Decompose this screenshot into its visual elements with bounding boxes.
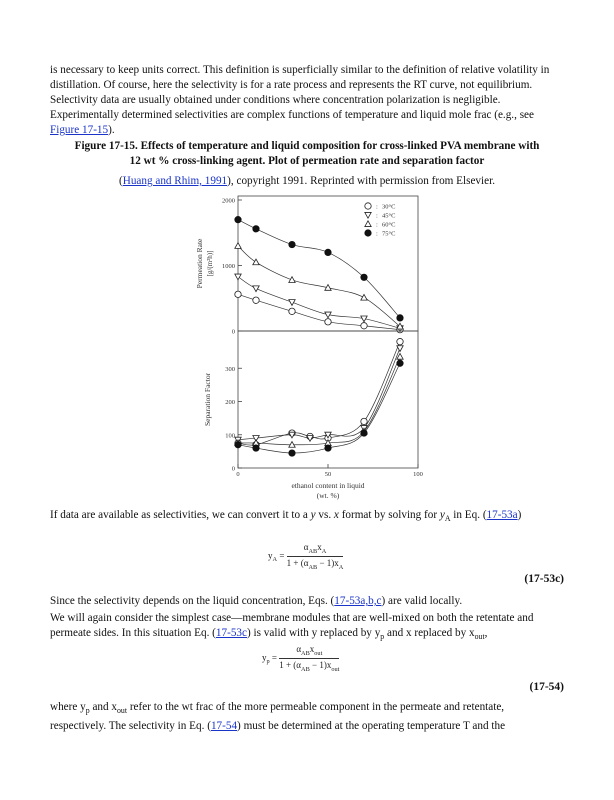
legend-colon: : <box>376 203 378 211</box>
paragraph-well-mixed: We will again consider the simplest case—membrane modules that are well-mixed on both the retentate and permeate sides. In this situation Eq. (17-53c) is valid with y replaced by $y_p$ and x replaced by $x_{out}$, <box>50 612 534 642</box>
data-point <box>253 259 259 265</box>
data-point <box>361 418 367 424</box>
data-point <box>235 243 241 249</box>
equation-17-54: $y_p$ = $\frac{\alpha_{AB}x_{out}}{1 + (\alpha_{AB} - 1)x_{out}}$ <box>262 644 340 673</box>
series-line <box>238 363 400 453</box>
series-line <box>238 357 400 445</box>
paragraph-convert-selectivity: If data are available as selectivities, we can convert it to a y vs. x format by solving for $y_A$ in Eq. (17-53a) <box>50 509 522 524</box>
huang-rhim-link[interactable]: Huang and Rhim, 1991 <box>122 175 228 187</box>
x-tick-label: 0 <box>236 471 240 478</box>
eq-17-54-link[interactable]: 17-54 <box>210 720 238 732</box>
y-tick-label: 0 <box>231 465 235 473</box>
x-axis-label: ethanol content in liquid <box>291 481 365 490</box>
data-point <box>235 216 241 222</box>
legend-label: 75°C <box>382 230 396 238</box>
data-point <box>325 445 331 451</box>
paragraph-selectivity-definition: is necessary to keep units correct. This definition is superficially similar to the definition of relative volatility in distillation. Of course, here the selectivity is for a rate process and represents the RT curve, not equilibrium. Selectivity data are usually obtained under conditions where concentration polarization is negligible. Experimentally determined selectivities are complex functions of temperature and liquid mole frac (e.g., see Figure 17-15). <box>50 64 550 136</box>
legend-label: 30°C <box>382 203 396 211</box>
legend-symbol <box>365 221 371 227</box>
series-line <box>238 348 400 439</box>
paragraph-respectively: respectively. The selectivity in Eq. (17-54) must be determined at the operating temperature T and the <box>50 720 506 732</box>
y-axis-label: Permeation Rate <box>195 238 204 289</box>
paragraph-valid-locally: Since the selectivity depends on the liquid concentration, Eqs. (17-53a,b,c) are valid locally. <box>50 595 463 607</box>
data-point <box>361 323 367 329</box>
y-tick-label: 1000 <box>222 263 235 270</box>
data-point <box>253 226 259 232</box>
equation-17-53c: $y_A$ = $\frac{\alpha_{AB}x_A}{1 + (\alpha_{AB} - 1)x_A}$ <box>268 542 344 571</box>
data-point <box>325 319 331 325</box>
legend-symbol <box>365 212 371 218</box>
data-point <box>253 286 259 292</box>
x-tick-label: 50 <box>324 471 332 478</box>
legend-colon: : <box>376 230 378 238</box>
equation-number-17-53c: (17-53c) <box>524 573 564 585</box>
data-point <box>289 308 295 314</box>
x-axis-unit-label: (wt. %) <box>316 491 340 500</box>
data-point <box>397 360 403 366</box>
data-point <box>361 294 367 300</box>
data-point <box>289 277 295 283</box>
y-tick-label: 2000 <box>222 197 235 205</box>
y-tick-label: 100 <box>225 432 235 440</box>
figure-17-15-link[interactable]: Figure 17-15 <box>50 124 109 136</box>
figure-17-15-chart <box>190 190 426 500</box>
paragraph-where-yp: where $y_p$ and $x_{out}$ refer to the wt frac of the more permeable component in the permeate and retentate, <box>50 701 505 716</box>
data-point <box>289 241 295 247</box>
data-point <box>235 291 241 297</box>
x-tick-label: 100 <box>413 471 423 478</box>
data-point <box>361 274 367 280</box>
legend-label: 45°C <box>382 212 396 220</box>
data-point <box>235 274 241 280</box>
legend-symbol <box>365 203 371 209</box>
data-point <box>397 315 403 321</box>
series-line <box>238 342 400 446</box>
data-point <box>397 346 403 352</box>
legend-colon: : <box>376 221 378 229</box>
eq-17-53a-link[interactable]: 17-53a <box>486 509 518 521</box>
legend-symbol <box>365 230 371 236</box>
data-point <box>325 249 331 255</box>
data-point <box>361 430 367 436</box>
y-axis-unit-label: [g/(m²h)] <box>206 250 214 277</box>
y-axis-label: Separation Factor <box>203 372 212 427</box>
data-point <box>289 300 295 306</box>
equation-number-17-54: (17-54) <box>529 681 564 693</box>
legend-label: 60°C <box>382 221 396 229</box>
y-tick-label: 300 <box>225 365 235 373</box>
legend-colon: : <box>376 212 378 220</box>
figure-caption: Figure 17-15. Effects of temperature and liquid composition for cross-linked PVA membrane with 12 wt % cross-linking agent. Plot of permeation rate and separation factor <box>74 140 540 167</box>
data-point <box>235 442 241 448</box>
figure-credit: (Huang and Rhim, 1991), copyright 1991. Reprinted with permission from Elsevier. <box>119 175 495 187</box>
eq-17-53c-link[interactable]: 17-53c <box>215 627 247 639</box>
data-point <box>253 445 259 451</box>
data-point <box>253 297 259 303</box>
series-line <box>238 246 400 327</box>
data-point <box>289 450 295 456</box>
y-tick-label: 200 <box>225 399 235 406</box>
y-tick-label: 0 <box>231 328 235 336</box>
data-point <box>397 338 403 344</box>
eq-17-53abc-link[interactable]: 17-53a,b,c <box>334 595 382 607</box>
